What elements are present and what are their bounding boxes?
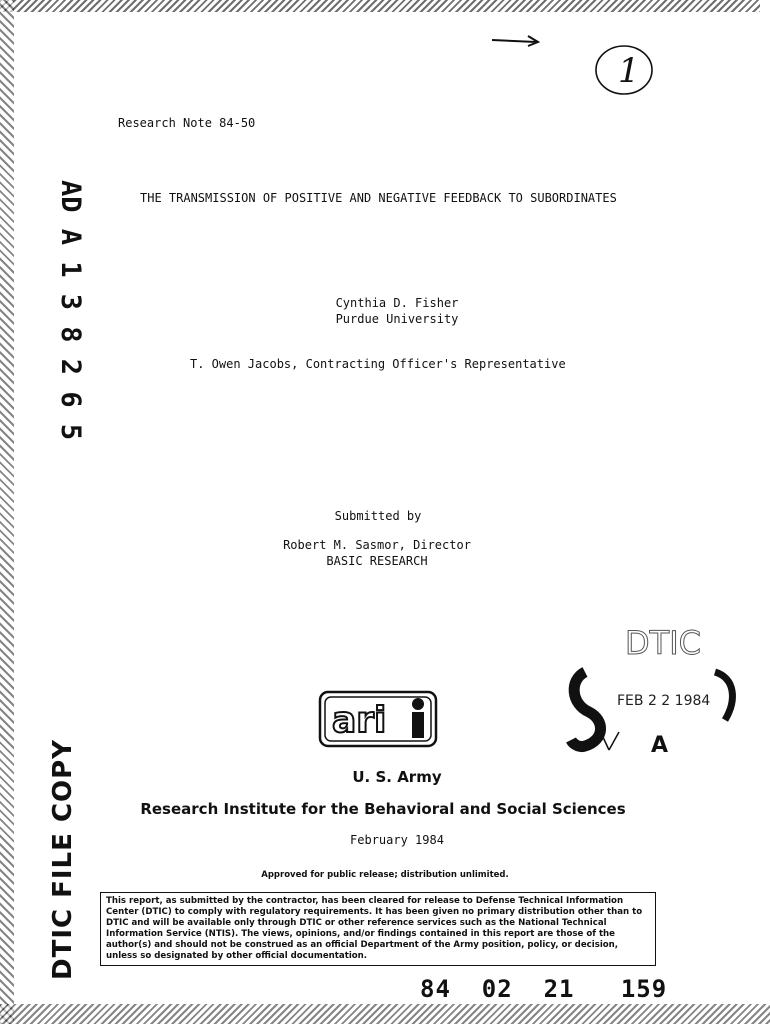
side-document-id: [32, 180, 92, 441]
svg-text:ari: ari: [332, 700, 387, 741]
dtic-received-stamp: [565, 620, 755, 755]
director-line: Robert M. Sasmor, Director: [283, 538, 471, 552]
author-name: Cynthia D. Fisher: [335, 296, 459, 310]
side-document-id-text: AD A 1 3 8 2 6 5: [55, 180, 86, 441]
scan-edge-top: [0, 0, 760, 12]
handwritten-tick: [488, 30, 548, 50]
svg-text:FEB 2 2 1984: FEB 2 2 1984: [617, 693, 711, 709]
accession-number: 84 02 21 159: [420, 975, 668, 1003]
author-affiliation: Purdue University: [335, 312, 459, 326]
distribution-notice-text: This report, as submitted by the contractor, has been cleared for release to Defense Technical Information Center (DTIC) to comply with regulatory requirements. It has been given no primary distribution other than to DTIC and will be available only through DTIC or other reference services such as the National Technical Information Service (NTIS). The views, opinions, and/or findings contained in this report are those of the author(s) and should not be construed as an official Department of the Army position, policy, or decision, unless so designated by other official documentation.: [106, 896, 643, 961]
publication-date: February 1984: [350, 833, 444, 847]
approval-line: Approved for public release; distribution unlimited.: [261, 870, 509, 880]
cor-line: T. Owen Jacobs, Contracting Officer's Representative: [190, 357, 566, 371]
file-copy-text: DTIC FILE COPY: [48, 738, 78, 980]
org-line-institute: Research Institute for the Behavioral and Social Sciences: [140, 800, 626, 818]
svg-text:A: A: [651, 733, 669, 755]
report-number: Research Note 84-50: [118, 116, 256, 130]
svg-text:1: 1: [618, 51, 640, 91]
division-name: BASIC RESEARCH: [326, 554, 428, 568]
org-line-army: U. S. Army: [352, 768, 442, 786]
handwritten-circled-number: [590, 40, 660, 100]
submitted-by-label: Submitted by: [334, 509, 422, 523]
ari-logo: [318, 690, 438, 748]
scan-edge-bottom: [0, 1004, 770, 1024]
svg-text:DTIC: DTIC: [625, 624, 701, 662]
distribution-notice-box: [100, 892, 656, 966]
document-title: THE TRANSMISSION OF POSITIVE AND NEGATIVE FEEDBACK TO SUBORDINATES: [140, 191, 617, 205]
